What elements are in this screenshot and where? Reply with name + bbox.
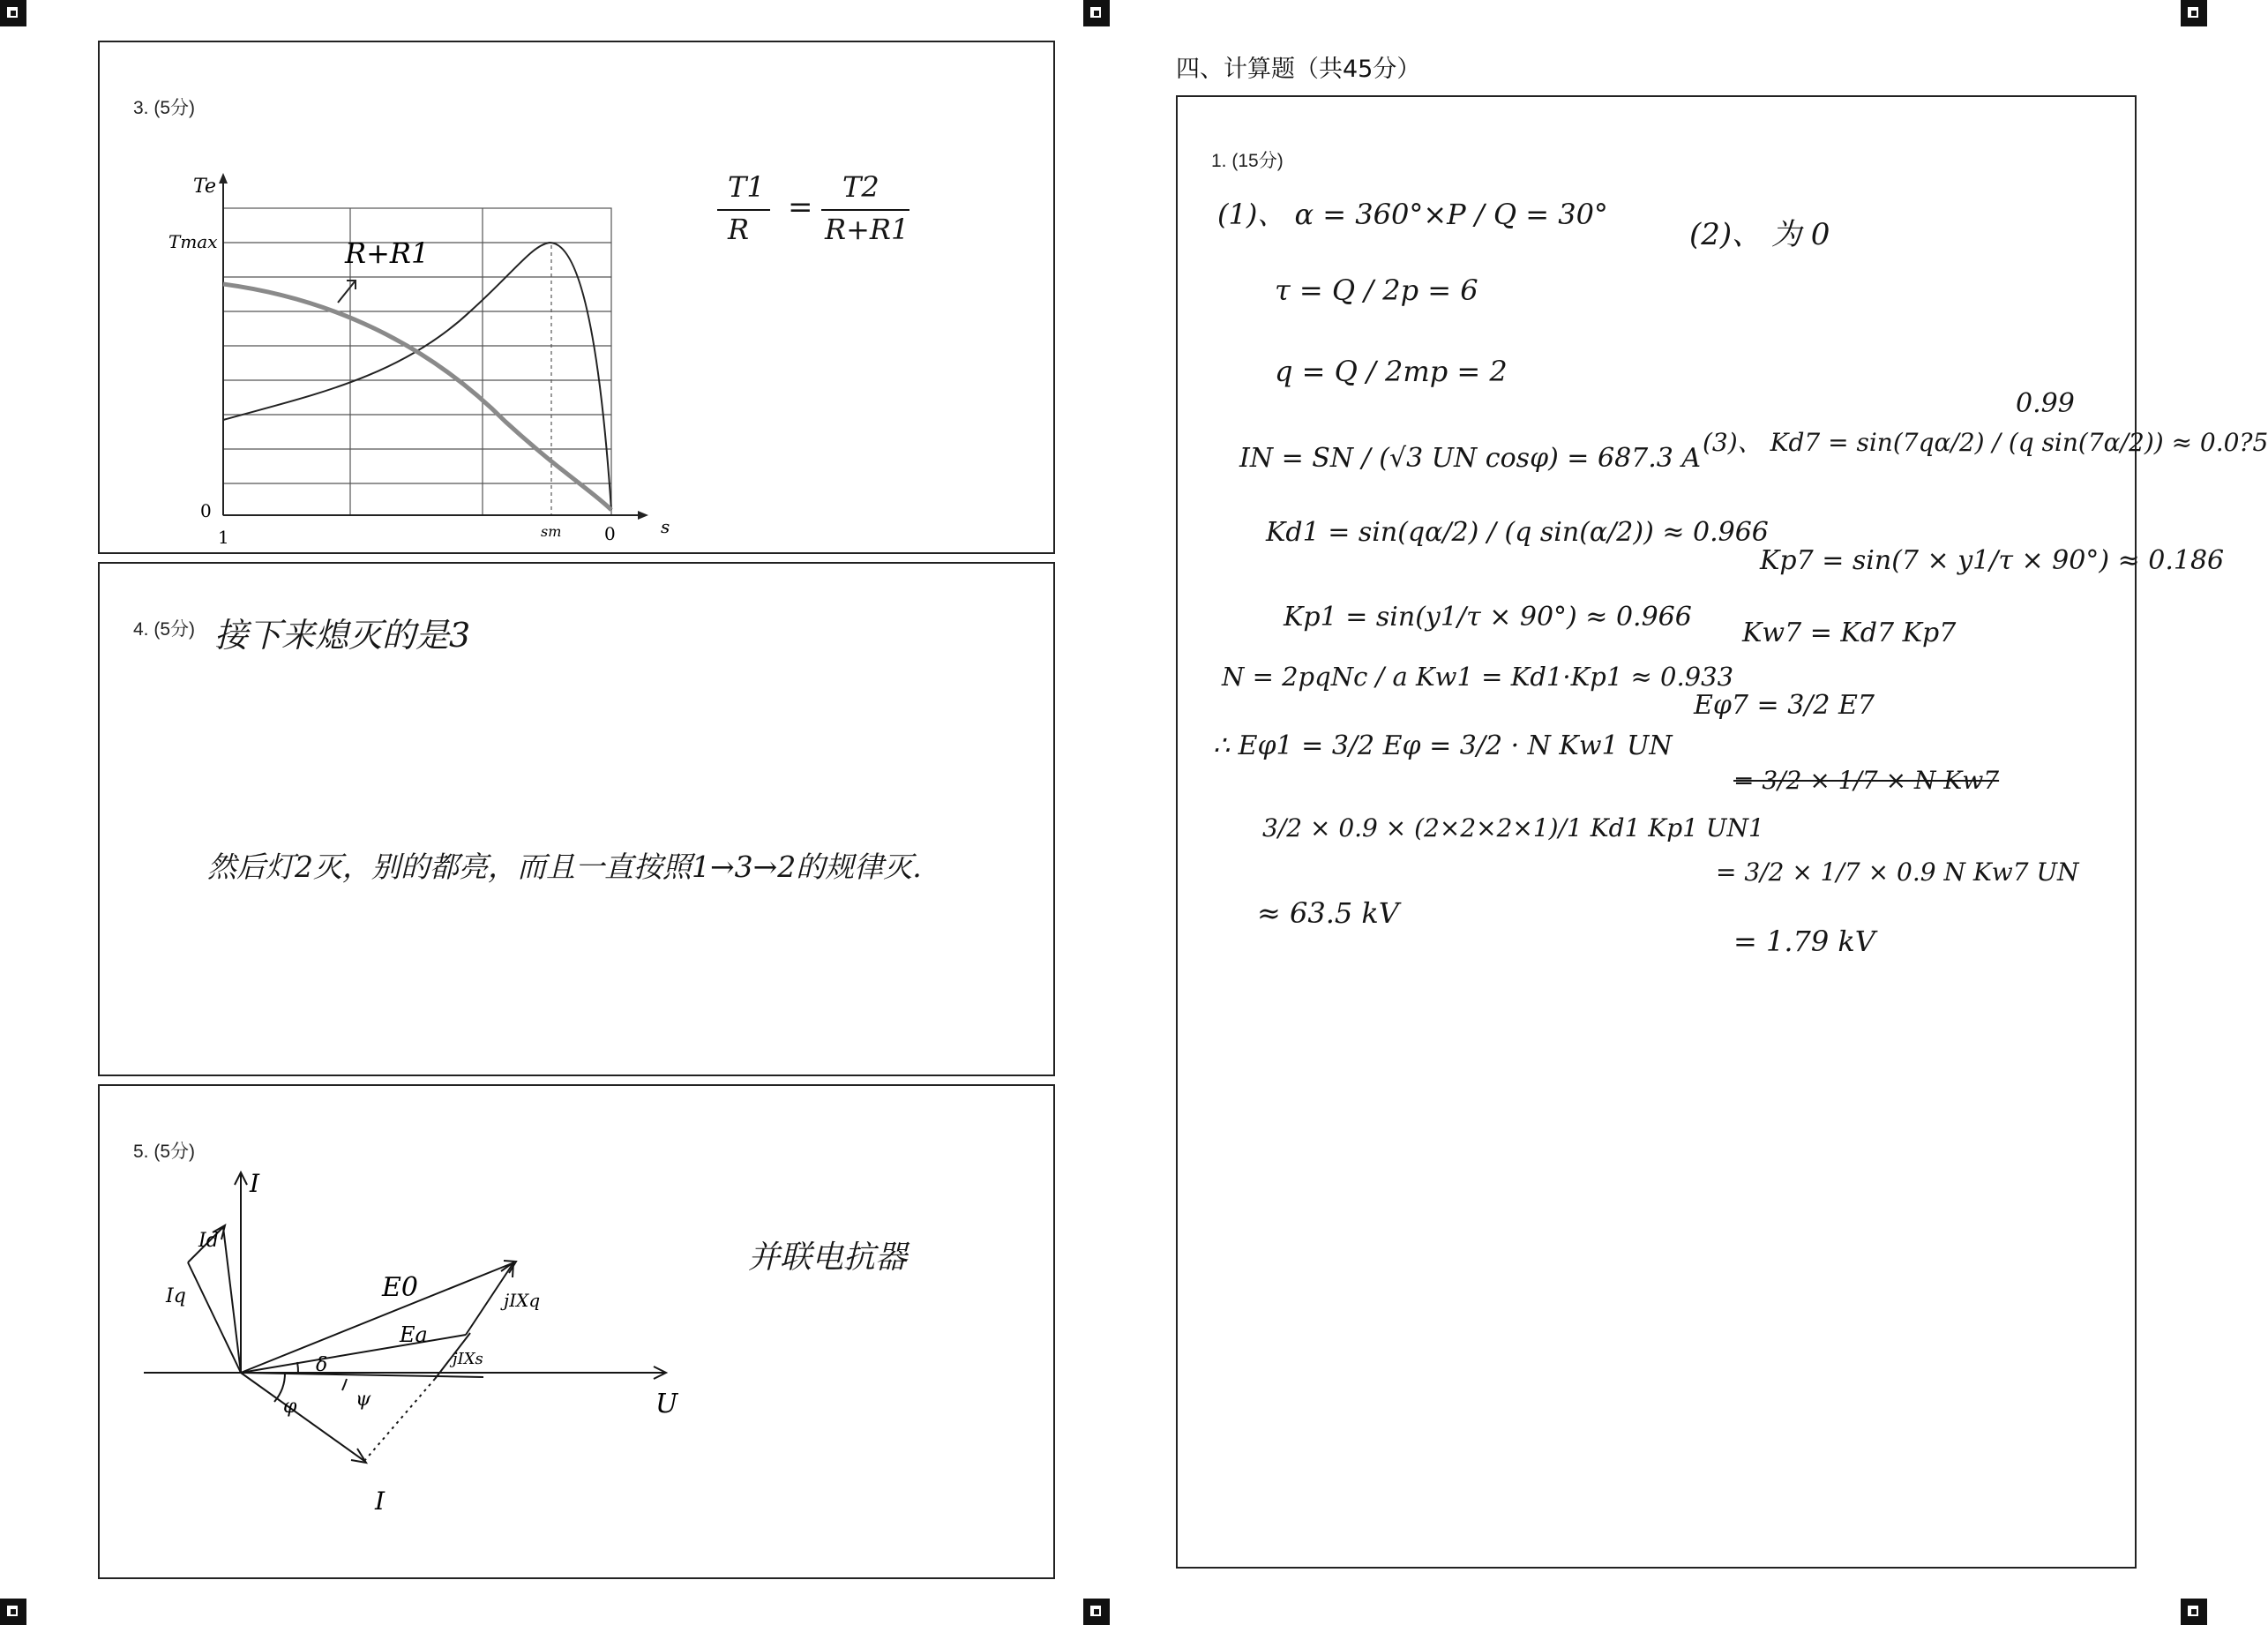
part1-line-2: τ = Q / 2p = 6 <box>1275 273 1478 307</box>
corner-marker-bottom-center <box>1083 1599 1110 1625</box>
graph-sm-label: sm <box>541 523 562 540</box>
part1-line-1: (1)、 α = 360°×P / Q = 30° <box>1217 198 1608 231</box>
corner-marker-top-right <box>2181 0 2207 26</box>
phasor-label-i-bottom: I <box>375 1486 385 1516</box>
part3-line-6: = 3/2 × 1/7 × 0.9 N Kw7 UN <box>1716 857 2079 887</box>
part3-line-7: = 1.79 kV <box>1733 925 1875 958</box>
part1-line-4: IN = SN / (√3 UN cosφ) = 687.3 A <box>1239 443 1702 474</box>
formula-numerator-2: T2 <box>842 170 880 204</box>
part1-line-8: ∴ Eφ1 = 3/2 Eφ = 3/2 · N Kw1 UN <box>1213 730 1673 761</box>
formula-denominator-2: R+R1 <box>825 213 909 246</box>
phasor-label-id: Id <box>198 1230 219 1252</box>
formula-fraction-line-2 <box>821 209 909 211</box>
calculation-question-1-box <box>1176 95 2268 1569</box>
corner-marker-top-center <box>1083 0 1110 26</box>
q3-formula <box>708 170 920 276</box>
question-5-label: 5. (5分) <box>133 1142 196 1162</box>
part1-line-3: q = Q / 2mp = 2 <box>1275 355 1508 388</box>
part2-answer: (2)、 为 0 <box>1689 217 1830 252</box>
graph-x-zero-label: 0 <box>604 523 616 544</box>
part3-line-2: Kp7 = sin(7 × y1/τ × 90°) ≈ 0.186 <box>1760 545 2225 576</box>
part3-line-4: Eφ7 = 3/2 E7 <box>1694 690 1875 721</box>
corner-marker-bottom-right <box>2181 1599 2207 1625</box>
torque-slip-graph <box>135 122 682 548</box>
phasor-label-psi: ψ <box>356 1389 371 1411</box>
phasor-label-ea: Ea <box>400 1322 428 1347</box>
part3-line-5: = 3/2 × 1/7 × N Kw7 <box>1733 766 2000 795</box>
phasor-label-u: U <box>655 1389 678 1419</box>
phasor-label-phi: φ <box>283 1396 297 1418</box>
graph-x-axis-label: s <box>661 516 670 537</box>
question-4-box <box>98 562 1055 1076</box>
phasor-label-iq: Iq <box>166 1285 186 1307</box>
phasor-label-jixs: jIXs <box>453 1350 483 1368</box>
phasor-label-delta: δ <box>316 1354 328 1376</box>
formula-denominator-1: R <box>728 213 750 246</box>
formula-fraction-line-1 <box>717 209 770 211</box>
question-4-label: 4. (5分) <box>133 619 196 640</box>
formula-equals: = <box>788 190 813 225</box>
part1-line-10: ≈ 63.5 kV <box>1257 896 1399 930</box>
question-3-label: 3. (5分) <box>133 98 196 118</box>
graph-zero-y-label: 0 <box>200 500 212 521</box>
graph-tmax-label: Tmax <box>168 231 218 252</box>
phasor-diagram <box>135 1148 700 1518</box>
part1-line-9: 3/2 × 0.9 × (2×2×2×1)/1 Kd1 Kp1 UN1 <box>1262 813 1764 842</box>
q5-answer: 并联电抗器 <box>748 1239 908 1276</box>
section-title: 四、计算题（共45分） <box>1176 56 1421 83</box>
part1-line-7: N = 2pqNc / a Kw1 = Kd1·Kp1 ≈ 0.933 <box>1222 662 1734 692</box>
formula-numerator-1: T1 <box>728 170 765 204</box>
q4-answer-line-2: 然后灯2灭，别的都亮，而且一直按照1→3→2的规律灭. <box>207 850 922 884</box>
corner-marker-bottom-left <box>0 1599 26 1625</box>
question-3-box <box>98 41 1055 554</box>
part3-line-1: (3)、 Kd7 = sin(7qα/2) / (q sin(7α/2)) ≈ 0.0?5 <box>1703 428 2268 457</box>
part1-line-6: Kp1 = sin(y1/τ × 90°) ≈ 0.966 <box>1284 602 1692 633</box>
graph-curve-label: R+R1 <box>345 236 430 270</box>
phasor-label-e0: E0 <box>382 1272 418 1303</box>
question-5-box <box>98 1084 1055 1579</box>
phasor-label-jixq: jIXq <box>504 1290 541 1311</box>
part1-line-5: Kd1 = sin(qα/2) / (q sin(α/2)) ≈ 0.966 <box>1266 517 1769 548</box>
graph-y-axis-label: Te <box>193 176 216 198</box>
part3-line-3: Kw7 = Kd7 Kp7 <box>1742 618 1957 648</box>
graph-x-one-label: 1 <box>218 527 229 548</box>
corner-marker-top-left <box>0 0 26 26</box>
q4-answer-line-1: 接下来熄灭的是3 <box>214 616 471 655</box>
phasor-label-i-top: I <box>250 1169 260 1198</box>
part3-aside: 0.99 <box>2016 388 2075 419</box>
calc-question-1-label: 1. (15分) <box>1211 151 1284 171</box>
